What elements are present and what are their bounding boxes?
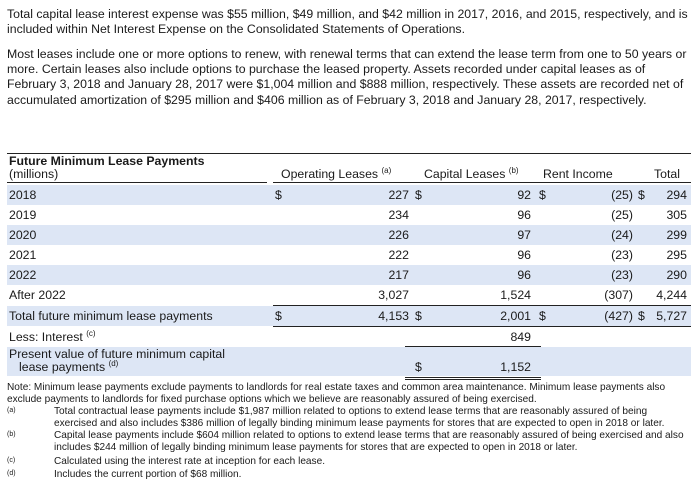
currency-symbol: $: [415, 360, 422, 374]
total-value: 5,727: [656, 309, 687, 323]
total-value: 294: [666, 188, 687, 202]
present-value-rule-2: [405, 379, 541, 380]
lease-options-paragraph: Most leases include one or more options to renew, with renewal terms that can extend the lease term from one to 50 years or more. Certain leases also include options to purchase the leased property. Assets recorded under capital leases as of February 3, 2018 and January 28, 2017 were $1,004 million and $888 million, respectively. These assets are recorded net of accumulated amortization of $295 million and $406 million as of February 3, 2018 and January 28, 2017, respectively.: [7, 47, 687, 107]
rent-income-value: (25): [611, 208, 633, 222]
note-text: Note: Minimum lease payments exclude payments to landlords for real estate taxes and common area maintenance. Minimum lease payments also exclude payments to landlords for fixed purchase options which we believe are reasonably assured of being exercised.: [7, 382, 666, 405]
currency-symbol: $: [638, 309, 645, 323]
operating-leases-value: 222: [388, 248, 409, 262]
header-rule-label: [7, 182, 267, 183]
footnote-text: Includes the current portion of $68 million.: [54, 469, 242, 480]
currency-symbol: $: [638, 188, 645, 202]
interest-expense-paragraph: Total capital lease interest expense was $55 million, $49 million, and $42 million in 2017, 2016, and 2015, respectively, and is included within Net Interest Expense on the Consolidated Statements of Operations.: [7, 7, 688, 37]
footnote-text: Total contractual lease payments include $1,987 million related to options to extend lease terms that are reasonably assured of being exercised and also includes $386 million of legally binding minimum lease payments for stores that are expected to open in 2018 or later.: [54, 406, 665, 429]
table-row: [7, 185, 691, 205]
total-value: 299: [666, 228, 687, 242]
table-row: [7, 285, 691, 305]
total-row: [7, 306, 691, 326]
currency-symbol: $: [275, 188, 282, 202]
currency-symbol: $: [415, 188, 422, 202]
footnote-marker: (c): [7, 457, 16, 464]
operating-leases-value: 3,027: [378, 288, 409, 302]
table-title: Future Minimum Lease Payments: [9, 154, 205, 168]
capital-leases-value: 97: [517, 228, 531, 242]
column-header-total: Total: [654, 167, 680, 181]
table-row: [7, 265, 691, 285]
operating-leases-value: 226: [388, 228, 409, 242]
row-label: 2021: [9, 248, 37, 262]
operating-leases-value: 217: [388, 268, 409, 282]
column-header-capital-leases: Capital Leases $^{(b)}$: [424, 166, 519, 181]
capital-leases-value: 96: [517, 248, 531, 262]
total-value: 305: [666, 208, 687, 222]
present-value-rule-1: [405, 377, 541, 378]
total-value: 290: [666, 268, 687, 282]
capital-leases-value: 96: [517, 208, 531, 222]
rent-income-value: (24): [611, 228, 633, 242]
present-value-row: [7, 347, 691, 376]
row-label: 2019: [9, 208, 37, 222]
table-row: [7, 205, 691, 225]
total-value: 295: [666, 248, 687, 262]
operating-leases-value: 227: [388, 188, 409, 202]
column-header-rent-income: Rent Income: [543, 167, 613, 181]
footnote-marker: (d): [7, 470, 16, 477]
row-label: 2018: [9, 188, 37, 202]
row-label: 2022: [9, 268, 37, 282]
footnote-text: Calculated using the interest rate at inception for each lease.: [54, 456, 326, 467]
capital-leases-value: 2,001: [500, 309, 531, 323]
currency-symbol: $: [415, 309, 422, 323]
row-label-line2: lease payments $^{(d)}$: [19, 359, 119, 374]
footnote-marker: (a): [7, 407, 16, 414]
row-label-line1: Present value of future minimum capital: [9, 347, 225, 361]
rent-income-value: (23): [611, 248, 633, 262]
table-row: [7, 225, 691, 245]
column-header-operating-leases: Operating Leases $^{(a)}$: [281, 166, 392, 181]
operating-leases-value: 234: [388, 208, 409, 222]
operating-leases-value: 4,153: [378, 309, 409, 323]
capital-leases-value: 96: [517, 268, 531, 282]
row-label: Less: Interest $^{(c)}$: [9, 329, 96, 344]
footnote-text: Capital lease payments include $604 million related to options to extend lease terms that are reasonably assured of being exercised and also includes $244 million of legally binding minimum lease payments for stores that are expected to open in 2018 or later.: [54, 430, 684, 453]
footnote-marker: (b): [7, 431, 16, 438]
capital-leases-value: 1,152: [500, 360, 531, 374]
capital-leases-value: 849: [510, 330, 531, 344]
header-rule-columns: [273, 182, 691, 183]
table-row: [7, 245, 691, 265]
currency-symbol: $: [275, 309, 282, 323]
interest-row: [7, 327, 691, 347]
table-units: (millions): [9, 167, 59, 181]
row-label: After 2022: [9, 288, 66, 302]
currency-symbol: $: [539, 188, 546, 202]
currency-symbol: $: [539, 309, 546, 323]
rent-income-value: (307): [604, 288, 633, 302]
total-value: 4,244: [656, 288, 687, 302]
capital-leases-value: 92: [517, 188, 531, 202]
row-label: 2020: [9, 228, 37, 242]
capital-leases-value: 1,524: [500, 288, 531, 302]
row-label: Total future minimum lease payments: [9, 309, 213, 323]
rent-income-value: (25): [611, 188, 633, 202]
rent-income-value: (427): [604, 309, 633, 323]
rent-income-value: (23): [611, 268, 633, 282]
